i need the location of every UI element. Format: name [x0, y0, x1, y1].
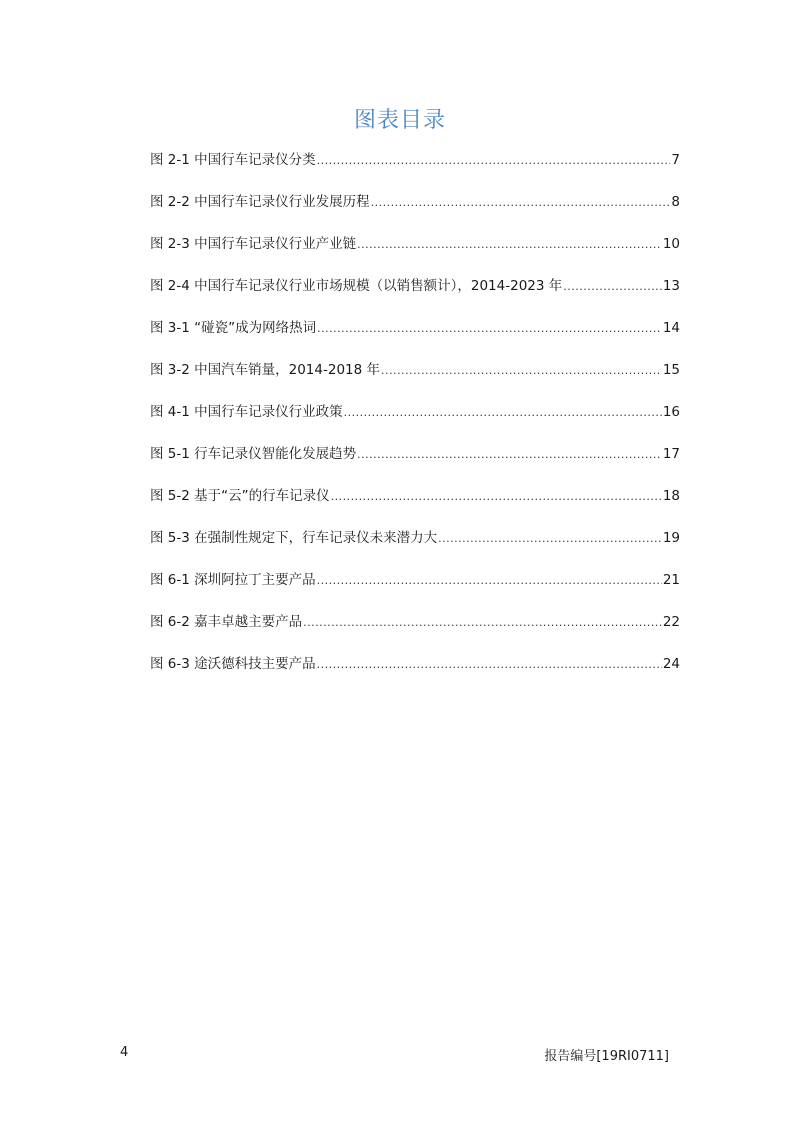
toc-entry[interactable]	[150, 148, 680, 190]
toc-entry-page: 21	[662, 572, 680, 588]
toc-title: 图表目录	[353, 108, 446, 133]
toc-entry-page: 7	[671, 152, 680, 168]
toc-entry-label: 图 6-3 途沃德科技主要产品	[150, 656, 316, 672]
toc-entry[interactable]	[150, 442, 680, 484]
toc-dot-leader	[357, 443, 662, 467]
toc-dot-leader	[303, 611, 662, 635]
footer-report-id: 报告编号[19RI0711]	[544, 1049, 669, 1064]
toc-entry-label: 图 2-3 中国行车记录仪行业产业链	[150, 236, 357, 252]
toc-dot-leader	[371, 191, 671, 215]
toc-entry-page: 22	[662, 614, 680, 630]
toc-entry-page: 18	[662, 488, 680, 504]
toc-dot-leader	[344, 401, 662, 425]
toc-dot-leader	[331, 485, 662, 509]
toc-entry[interactable]	[150, 484, 680, 526]
toc-entry-label: 图 6-1 深圳阿拉丁主要产品	[150, 572, 316, 588]
toc-entry[interactable]	[150, 316, 680, 358]
toc-dot-leader	[563, 275, 662, 299]
toc-entry-label: 图 4-1 中国行车记录仪行业政策	[150, 404, 343, 420]
footer-page-number: 4	[120, 1045, 129, 1060]
toc-entry-page: 16	[662, 404, 680, 420]
toc-dot-leader	[317, 653, 662, 677]
toc-entry[interactable]	[150, 652, 680, 694]
toc-dot-leader	[317, 317, 662, 341]
toc-entry-page: 10	[662, 236, 680, 252]
toc-entry-label: 图 3-2 中国汽车销量，2014-2018 年	[150, 362, 381, 378]
toc-entry[interactable]	[150, 232, 680, 274]
toc-entry[interactable]	[150, 568, 680, 610]
toc-dot-leader	[381, 359, 662, 383]
toc-entry[interactable]	[150, 526, 680, 568]
toc-entry-label: 图 2-2 中国行车记录仪行业发展历程	[150, 194, 370, 210]
toc-entry-label: 图 5-3 在强制性规定下，行车记录仪未来潜力大	[150, 530, 438, 546]
toc-entry-page: 8	[671, 194, 680, 210]
toc-dot-leader	[317, 569, 662, 593]
toc-list	[150, 148, 680, 694]
toc-dot-leader	[438, 527, 662, 551]
toc-entry-label: 图 3-1 “碰瓷”成为网络热词	[150, 320, 317, 336]
toc-entry[interactable]	[150, 274, 680, 316]
toc-entry-label: 图 5-1 行车记录仪智能化发展趋势	[150, 446, 357, 462]
toc-entry-page: 14	[662, 320, 680, 336]
toc-entry[interactable]	[150, 190, 680, 232]
toc-entry-page: 17	[662, 446, 680, 462]
toc-entry-label: 图 2-1 中国行车记录仪分类	[150, 152, 316, 168]
toc-entry-page: 13	[662, 278, 680, 294]
toc-entry[interactable]	[150, 610, 680, 652]
toc-entry-page: 19	[662, 530, 680, 546]
toc-entry-label: 图 6-2 嘉丰卓越主要产品	[150, 614, 303, 630]
toc-entry-page: 15	[662, 362, 680, 378]
toc-entry-label: 图 2-4 中国行车记录仪行业市场规模（以销售额计），2014-2023 年	[150, 278, 563, 294]
toc-dot-leader	[317, 149, 671, 173]
toc-entry[interactable]	[150, 358, 680, 400]
toc-entry-label: 图 5-2 基于“云”的行车记录仪	[150, 488, 330, 504]
toc-entry-page: 24	[662, 656, 680, 672]
toc-entry[interactable]	[150, 400, 680, 442]
toc-dot-leader	[357, 233, 662, 257]
